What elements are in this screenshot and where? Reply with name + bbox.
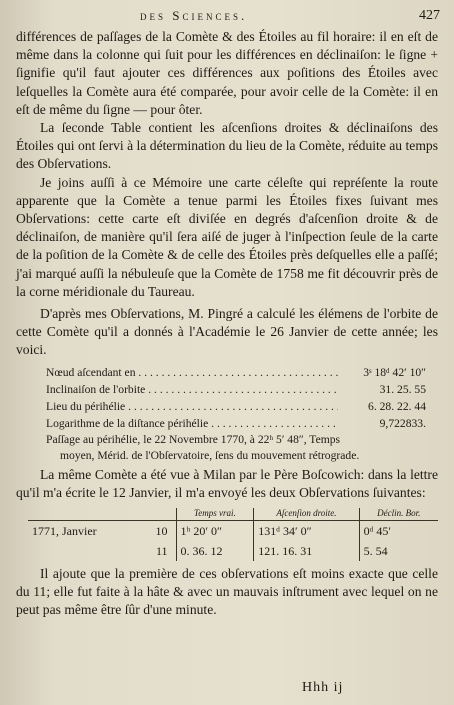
element-value: 9,722833. <box>379 416 426 430</box>
element-row <box>46 415 426 432</box>
perihelion-note-line2: moyen, Mérid. de l'Obſervatoire, ſens du mouvement rétrograde. <box>60 448 360 462</box>
perihelion-note-line1: Paſſage au périhélie, le 22 Novembre 1770, à 22ʰ 5′ 48″, Temps <box>46 432 341 446</box>
obs-time: 1ʰ 20′ 0″ <box>176 521 254 542</box>
obs-ascension: 131ᵈ 34′ 0″ <box>254 521 359 542</box>
element-row <box>46 364 426 381</box>
element-label: Nœud aſcendant en . . . <box>46 364 338 381</box>
obs-day: 11 <box>155 544 168 559</box>
element-value: 3ˢ 18ᵈ 42′ 10″ <box>363 365 426 379</box>
paragraph-boscovich: La même Comète a été vue à Milan par le Père Boſcowich: dans la lettre qu'il m'a écrite le 12 Janvier, il m'a envoyé les deux Obſervations ſuivantes: <box>16 466 438 500</box>
table-row <box>28 541 438 561</box>
element-value: 31. 25. 55 <box>379 382 426 396</box>
running-head: des Sciences. <box>140 8 248 23</box>
signature-mark: Hhh ij <box>302 680 344 695</box>
observations-table <box>28 508 438 561</box>
obs-declination: 5. 54 <box>359 541 438 561</box>
obs-day: 10 <box>155 524 168 539</box>
perihelion-passage-note <box>46 432 426 464</box>
table-header-declination: Déclin. Bor. <box>359 508 438 521</box>
paragraph-second-table: La ſeconde Table contient les aſcenſions droites & déclinaiſons des Étoiles qui ont ſervi à la détermination du lieu de la Comète, réduite au temps des Obſervations. <box>16 120 438 172</box>
element-label: Inclinaiſon de l'orbite . . . <box>46 381 338 398</box>
table-header-date-blank <box>28 508 139 521</box>
element-value: 6. 28. 22. 44 <box>368 399 426 413</box>
paragraph-signs: différences de paſſages de la Comète & des Étoiles au fil horaire: il en eſt de même dans la colonne qui ſuit pour les différences en déclinaiſon: le ſigne + ſignifie qu'il faut ajouter ces différences aux poſitions des Étoiles avec leſquelles la Comète aura été comparée, pour avoir celle de la Comète: il en eſt de même du ſigne — pour ôter. <box>16 29 438 117</box>
table-header-ascension: Aſcenſion droite. <box>254 508 359 521</box>
element-label: Logarithme de la diſtance périhélie . . . <box>46 415 338 432</box>
obs-declination: 0ᵈ 45′ <box>359 521 438 542</box>
obs-date: 1771, Janvier <box>32 524 97 539</box>
paragraph-pingre: D'après mes Obſervations, M. Pingré a calculé les élémens de l'orbite de cette Comète qu'il a donnés à l'Académie le 26 Janvier de cette année; les voici. <box>16 306 438 358</box>
page-header <box>0 8 454 26</box>
page-number: 427 <box>419 8 440 23</box>
page-body <box>16 28 438 620</box>
element-row <box>46 381 426 398</box>
table-header-day-blank <box>139 508 176 521</box>
obs-ascension: 121. 16. 31 <box>254 541 359 561</box>
obs-time: 0. 36. 12 <box>176 541 254 561</box>
element-label: Lieu du périhélie . . . <box>46 398 338 415</box>
orbital-elements-list <box>46 364 426 464</box>
table-header-time: Temps vrai. <box>176 508 254 521</box>
paragraph-celestial-map: Je joins auſſi à ce Mémoire une carte céleſte qui repréſente la route apparente que la Comète a tenue parmi les Étoiles fixes ſuivant mes Obſervations: cette carte eſt diviſée en degrés d'aſcenſion droite & de déclinaiſon, de manière qu'il ſera aiſé de juger à l'inſpection ſeule de la carte de la poſition de la Comète & de celle des Étoiles près deſquelles elle a paſſé; j'ai marqué auſſi la nébuleuſe que la Comète de 1758 me fit découvrir près de la corne méridionale du Taureau. <box>16 174 438 299</box>
element-row <box>46 398 426 415</box>
table-row <box>28 521 438 542</box>
obs-date <box>28 541 139 561</box>
paragraph-remark: Il ajoute que la première de ces obſervations eſt moins exacte que celle du 11; elle fut faite à la hâte & avec un mauvais inſtrument avec lequel on ne peut pas même être ſûr d'une minute. <box>16 566 438 618</box>
